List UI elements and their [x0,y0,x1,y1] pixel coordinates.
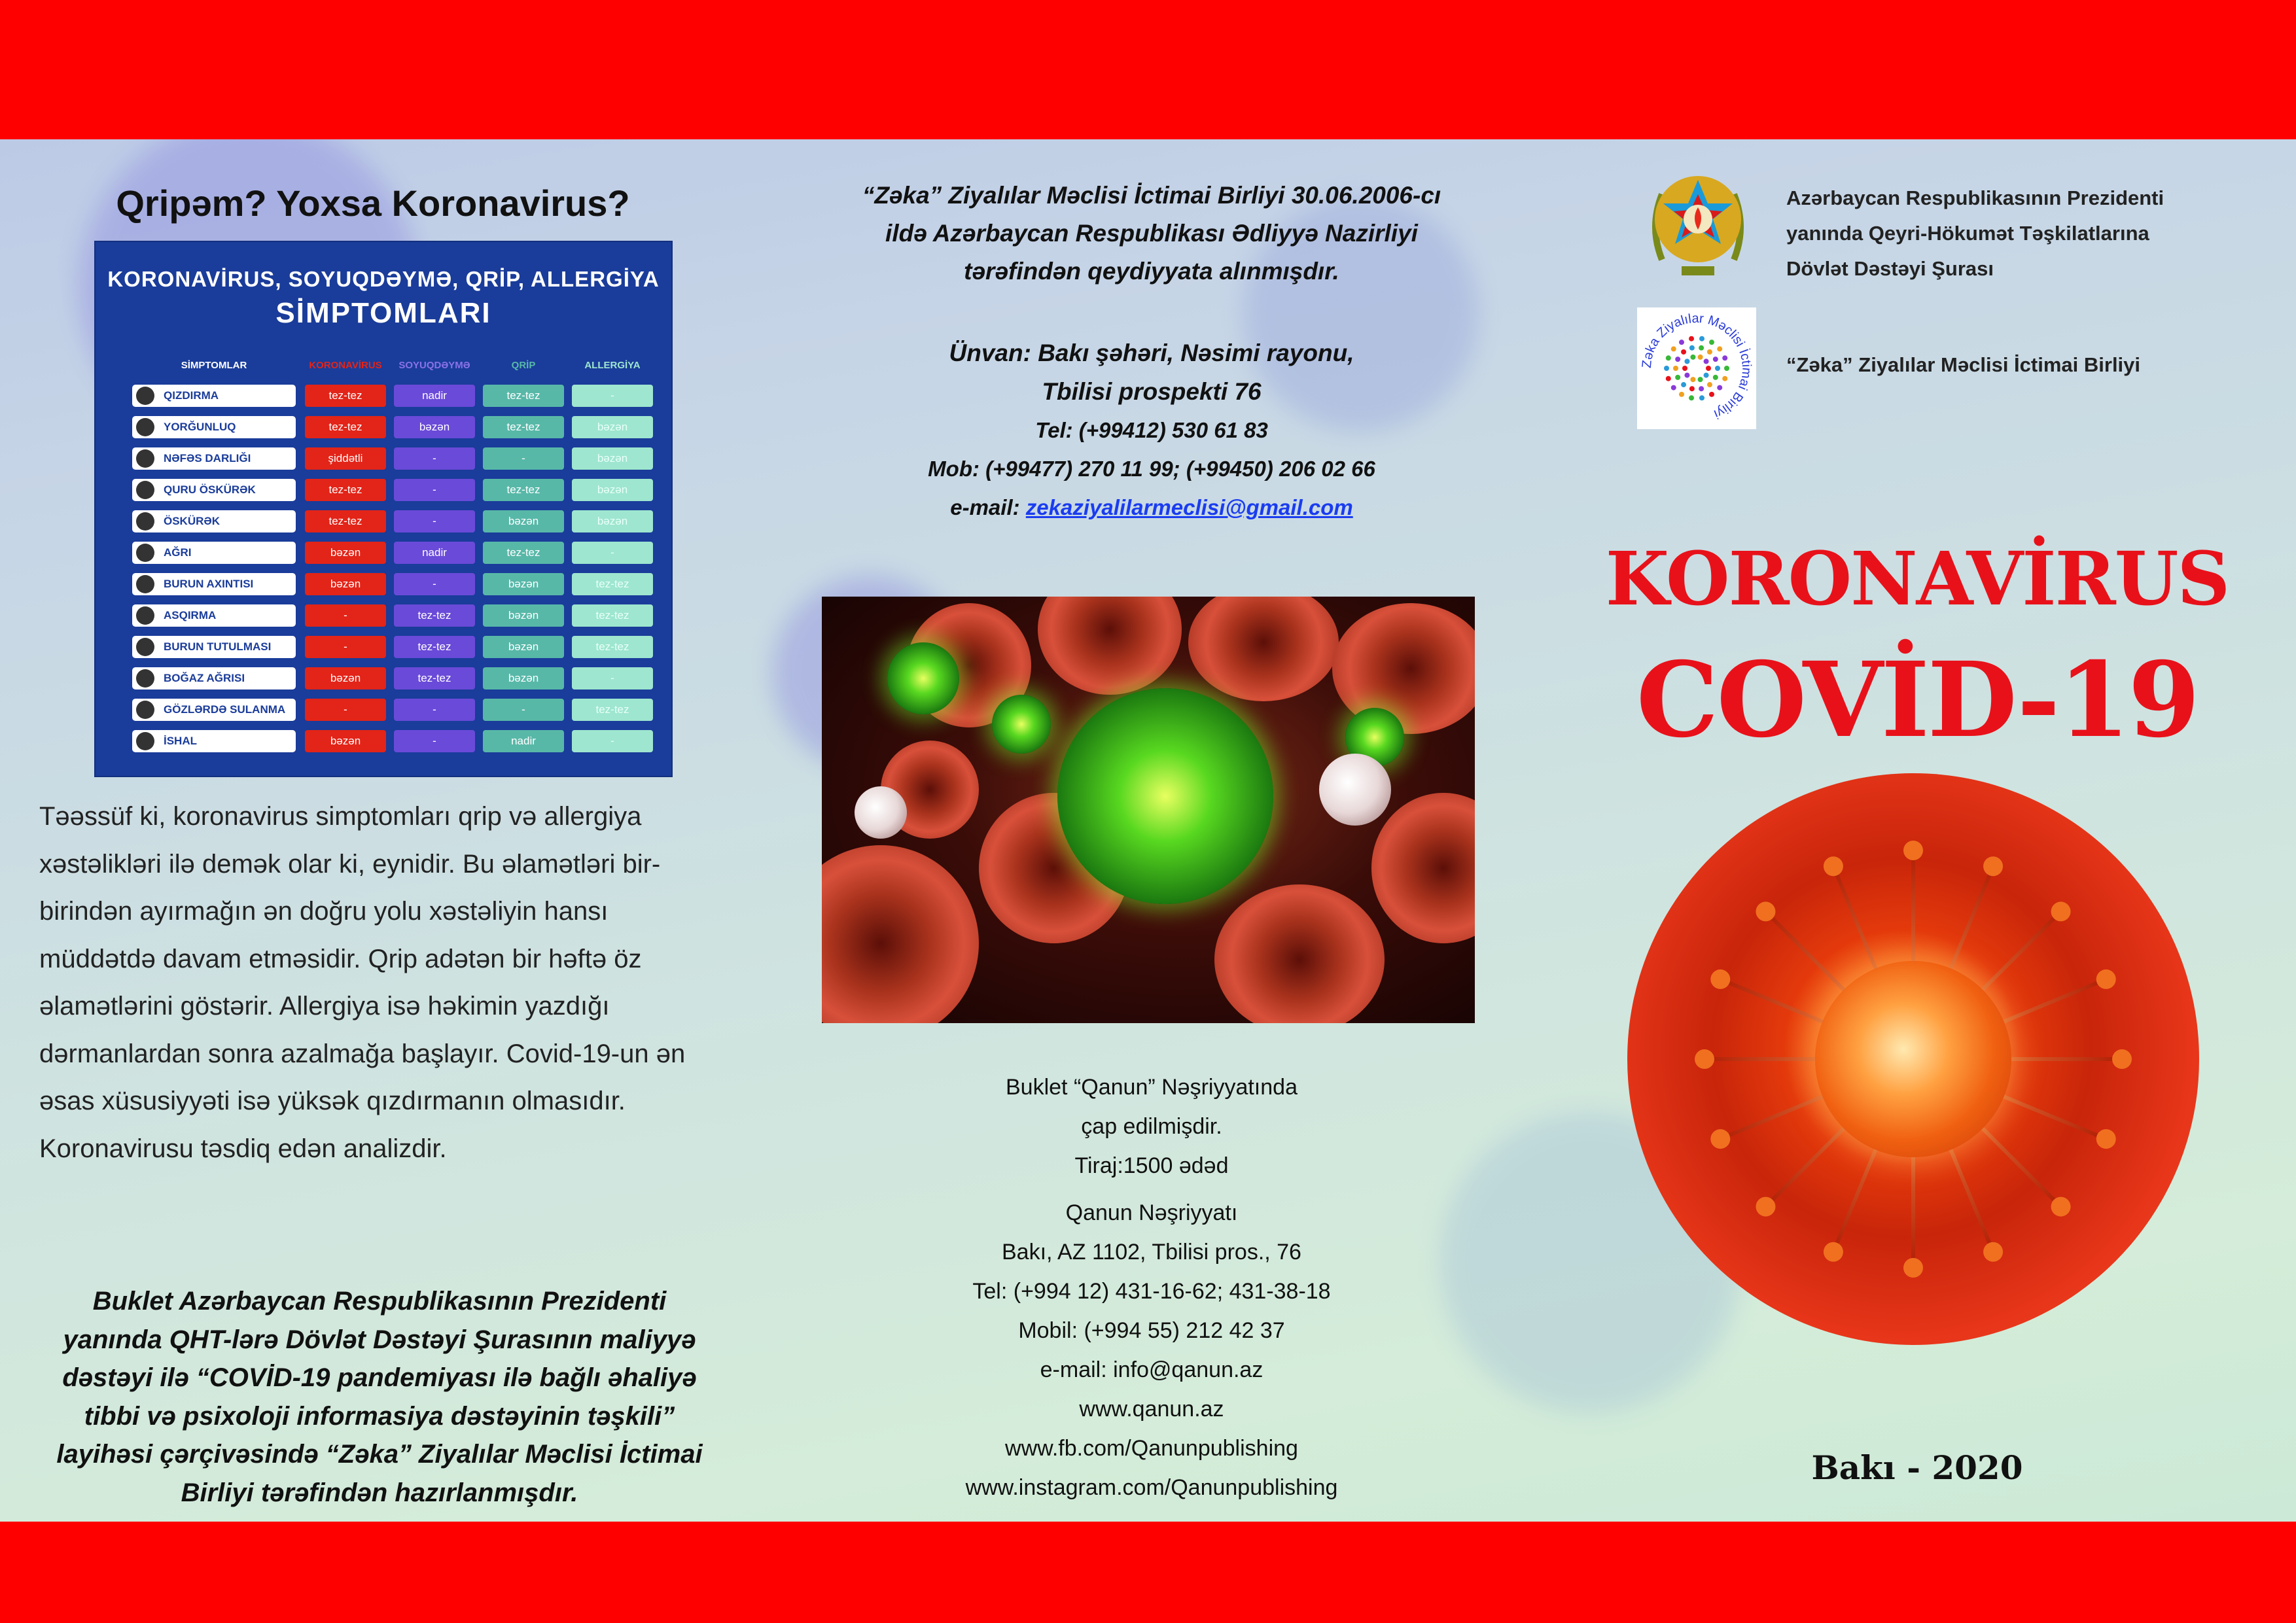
column-header-allergy: ALLERGİYA [584,360,641,371]
logo-dot [1689,336,1694,341]
logo-dot [1666,376,1671,381]
email-label: e-mail: [950,495,1026,519]
symptom-name: BURUN TUTULMASI [164,640,272,653]
funding-line: dəstəyi ilə “COVİD-19 pandemiyası ilə bağlı əhaliyə [62,1363,697,1392]
person-icon [136,638,154,656]
column-header-flu: QRİP [511,360,536,371]
symptom-frequency-cell: tez-tez [483,385,564,407]
symptom-label [132,604,296,627]
symptom-frequency-cell: nadir [483,730,564,752]
logo-dot [1690,377,1695,382]
publisher-line: Bakı, AZ 1102, Tbilisi pros., 76 [1002,1240,1301,1265]
symptom-frequency-cell: - [572,385,653,407]
logo-dot [1681,349,1686,355]
symptom-name: QIZDIRMA [164,389,219,402]
white-blood-cell [855,786,907,839]
body-line: Koronavirusu təsdiq edən analizdir. [39,1134,447,1163]
symptom-frequency-cell: - [394,730,475,752]
symptom-frequency-cell: tez-tez [305,385,386,407]
symptom-frequency-cell: tez-tez [305,479,386,501]
logo-dot [1717,385,1722,391]
symptom-frequency-cell: şiddətli [305,447,386,470]
city-year: Bakı - 2020 [1811,1448,2023,1487]
logo-dot [1722,376,1727,381]
symptom-row [132,636,643,658]
logo-dot [1709,392,1714,397]
symptom-row [132,542,643,564]
symptoms-card-subtitle: SİMPTOMLARI [275,297,491,329]
logo-dot [1675,357,1680,362]
government-council-name [1786,181,2164,287]
funding-line: yanında QHT-lərə Dövlət Dəstəyi Şurasının maliyyə [63,1325,696,1354]
person-icon [136,418,154,436]
symptom-frequency-cell: - [394,699,475,721]
phone-line: Tel: (+99412) 530 61 83 [1035,418,1268,442]
logo-dot [1713,357,1718,362]
symptom-frequency-cell: - [572,667,653,689]
symptom-frequency-cell: - [305,636,386,658]
symptom-frequency-cell: bəzən [572,416,653,438]
logo-dot [1679,392,1684,397]
person-icon [136,481,154,499]
symptom-frequency-cell: - [483,447,564,470]
contact-block [785,334,1518,527]
red-blood-cell [1038,597,1182,695]
symptom-frequency-cell: bəzən [483,636,564,658]
symptom-row [132,447,643,470]
red-blood-cell [1371,793,1475,943]
red-blood-cell [1332,603,1475,734]
person-icon [136,387,154,405]
coronavirus-illustration [1627,773,2199,1345]
left-body-text [39,793,726,1172]
logo-dot [1715,366,1720,371]
symptom-frequency-cell: bəzən [483,604,564,627]
symptom-frequency-cell: tez-tez [572,636,653,658]
logo-dot [1671,385,1676,391]
symptom-frequency-cell: bəzən [483,510,564,532]
bottom-red-band [0,1522,2296,1623]
publisher-line: Mobil: (+994 55) 212 42 37 [1018,1318,1285,1343]
logo-dot [1707,349,1712,355]
print-line: çap edilmişdir. [1081,1114,1222,1139]
logo-dot [1664,366,1669,371]
logo-dot [1699,336,1704,341]
main-title: KORONAVİRUS [1605,536,2229,622]
main-subtitle: COVİD-19 [1636,640,2199,761]
body-line: xəstəlikləri ilə demək olar ki, eynidir. Bu əlamətləri bir- [39,849,661,879]
logo-dot [1699,386,1704,391]
symptom-frequency-cell: tez-tez [483,416,564,438]
symptom-frequency-cell: tez-tez [483,479,564,501]
symptom-frequency-cell: tez-tez [394,636,475,658]
publisher-line: Qanun Nəşriyyatı [1065,1200,1238,1225]
symptom-name: QURU ÖSKÜRƏK [164,483,256,496]
funding-line: Buklet Azərbaycan Respublikasının Prezidenti [92,1287,667,1316]
symptom-name: NƏFƏS DARLIĞI [164,452,251,464]
symptom-row [132,667,643,689]
white-blood-cell [1319,754,1391,826]
symptom-row [132,479,643,501]
person-icon [136,544,154,562]
green-virus-particle [1057,688,1273,904]
body-line: birindən ayırmağın ən doğru yolu xəstəliyin hansı [39,897,609,926]
top-red-band [0,0,2296,139]
symptom-label [132,416,296,438]
body-line: müddətdə davam etməsidir. Qrip adətən bir həftə öz [39,944,642,973]
email-link[interactable]: zekaziyalilarmeclisi@gmail.com [1025,495,1353,519]
publisher-line: e-mail: info@qanun.az [1040,1357,1263,1382]
logo-dot [1707,382,1712,387]
registration-line: tərəfindən qeydiyyata alınmışdır. [964,258,1339,285]
logo-dot [1699,345,1704,351]
symptom-label [132,573,296,595]
zeka-logo-icon [1637,307,1756,429]
logo-dot [1698,377,1703,382]
symptom-label [132,510,296,532]
symptom-label [132,385,296,407]
council-line: Dövlət Dəstəyi Şurası [1786,257,1994,280]
logo-dot [1698,355,1703,360]
symptom-label [132,447,296,470]
symptom-frequency-cell: bəzən [394,416,475,438]
symptom-name: ASQIRMA [164,609,217,621]
logo-dot [1675,375,1680,380]
red-blood-cell [822,845,979,1023]
logo-dot [1684,373,1689,378]
symptom-frequency-cell: bəzən [483,573,564,595]
registration-note [785,177,1518,290]
logo-dot [1704,358,1709,364]
symptom-row [132,730,643,752]
state-emblem-icon [1642,162,1754,286]
symptom-frequency-cell: - [394,510,475,532]
symptom-frequency-cell: - [572,730,653,752]
symptom-row [132,699,643,721]
symptom-frequency-cell: nadir [394,542,475,564]
symptom-frequency-cell: tez-tez [305,510,386,532]
funding-note [26,1282,733,1512]
symptom-frequency-cell: - [394,447,475,470]
symptom-frequency-cell: bəzən [483,667,564,689]
person-icon [136,449,154,468]
symptom-frequency-cell: bəzən [572,447,653,470]
symptom-frequency-cell: tez-tez [483,542,564,564]
body-line: əsas xüsusiyyəti isə yüksək qızdırmanın olmasıdır. [39,1087,626,1115]
zeka-logo [1637,307,1756,429]
funding-line: Birliyi tərəfindən hazırlanmışdır. [181,1478,578,1507]
person-icon [136,512,154,531]
publisher-info [785,1068,1518,1507]
symptom-frequency-cell: - [394,479,475,501]
symptom-frequency-cell: tez-tez [572,604,653,627]
registration-line: “Zəka” Ziyalılar Məclisi İctimai Birliyi 30.06.2006-cı [862,182,1441,209]
funding-line: tibbi və psixoloji informasiya dəstəyinin təşkili” [84,1401,675,1431]
logo-dot [1722,355,1727,360]
symptom-row [132,385,643,407]
council-line: yanında Qeyri-Hökumət Təşkilatlarına [1786,222,2149,245]
symptom-frequency-cell: - [305,699,386,721]
logo-dot [1671,346,1676,351]
column-header-cold: SOYUQDƏYMƏ [398,360,470,371]
logo-dot [1689,395,1694,400]
symptom-label [132,667,296,689]
symptom-label [132,479,296,501]
symptom-frequency-cell: tez-tez [572,573,653,595]
symptom-row [132,573,643,595]
logo-dot [1684,358,1689,364]
symptom-frequency-cell: tez-tez [572,699,653,721]
symptom-label [132,636,296,658]
email-line [785,488,1518,527]
red-blood-cell [1214,884,1385,1023]
red-blood-cell [1188,597,1339,701]
symptom-name: GÖZLƏRDƏ SULANMA [164,703,286,716]
logo-dot [1682,366,1687,371]
symptom-name: BURUN AXINTISI [164,578,254,590]
address-line: Tbilisi prospekti 76 [1042,378,1262,405]
print-line: Buklet “Qanun” Nəşriyyatında [1006,1075,1298,1100]
symptom-frequency-cell: bəzən [572,479,653,501]
logo-dot [1689,386,1695,391]
column-header-coronavirus: KORONAVİRUS [309,360,382,371]
symptom-name: ÖSKÜRƏK [164,515,221,527]
zeka-logo-text: Zəka Ziyalılar Məclisi İctimai Birliyi [1639,311,1754,422]
virus-blood-cells-photo [822,597,1475,1023]
symptom-name: YORĞUNLUQ [164,421,236,433]
logo-dot [1689,345,1695,351]
symptom-frequency-cell: tez-tez [394,604,475,627]
logo-dot [1673,366,1678,371]
green-virus-particle [887,642,959,714]
person-icon [136,575,154,593]
publisher-line: www.instagram.com/Qanunpublishing [965,1475,1338,1500]
person-icon [136,732,154,750]
logo-dot [1724,366,1729,371]
symptom-row [132,416,643,438]
zeka-organization-name: “Zəka” Ziyalılar Məclisi İctimai Birliyi [1786,353,2141,376]
symptom-label [132,699,296,721]
logo-dot [1681,382,1686,387]
body-line: əlamətlərini göstərir. Allergiya isə həkimin yazdığı [39,992,610,1021]
logo-dot [1666,355,1671,360]
logo-dot [1713,375,1718,380]
symptom-frequency-cell: - [394,573,475,595]
person-icon [136,701,154,719]
green-virus-particle [992,695,1051,754]
publisher-line: www.fb.com/Qanunpublishing [1005,1436,1298,1461]
funding-line: layihəsi çərçivəsində “Zəka” Ziyalılar Məclisi İctimai [56,1440,703,1469]
symptom-frequency-cell: bəzən [305,667,386,689]
council-line: Azərbaycan Respublikasının Prezidenti [1786,186,2164,209]
symptom-frequency-cell: tez-tez [305,416,386,438]
symptom-frequency-cell: bəzən [305,730,386,752]
symptom-frequency-cell: tez-tez [394,667,475,689]
symptom-frequency-cell: bəzən [305,573,386,595]
symptom-row [132,604,643,627]
virus-core [1815,961,2011,1157]
symptom-frequency-cell: bəzən [305,542,386,564]
registration-line: ildə Azərbaycan Respublikası Ədliyyə Nazirliyi [885,220,1418,247]
logo-dot [1699,395,1704,400]
publisher-line: Tel: (+994 12) 431-16-62; 431-38-18 [972,1279,1331,1304]
logo-dot [1690,355,1695,360]
symptom-label [132,542,296,564]
address-line: Ünvan: Bakı şəhəri, Nəsimi rayonu, [949,340,1354,366]
column-header-symptoms: SİMPTOMLAR [181,360,247,371]
left-panel-title: Qripəm? Yoxsa Koronavirus? [116,183,630,224]
symptom-name: BOĞAZ AĞRISI [164,672,245,684]
logo-dot [1717,346,1722,351]
logo-dot [1679,340,1684,345]
logo-dot [1709,340,1714,345]
symptom-name: AĞRI [164,546,192,559]
symptom-frequency-cell: - [483,699,564,721]
body-line: Təəssüf ki, koronavirus simptomları qrip və allergiya [39,802,642,831]
logo-dot [1706,366,1711,371]
logo-dot [1704,373,1709,378]
body-line: dərmanlardan sonra azalmağa başlayır. Covid-19-un ən [39,1039,686,1068]
symptom-frequency-cell: nadir [394,385,475,407]
symptoms-card-title: KORONAVİRUS, SOYUQDƏYMƏ, QRİP, ALLERGİYA [107,267,660,291]
mobile-line: Mob: (+99477) 270 11 99; (+99450) 206 02 66 [928,457,1375,481]
symptom-frequency-cell: - [572,542,653,564]
symptoms-table-card [94,241,673,777]
symptom-name: İSHAL [164,735,197,747]
publisher-line: www.qanun.az [1079,1397,1224,1422]
symptom-row [132,510,643,532]
symptom-frequency-cell: - [305,604,386,627]
symptom-label [132,730,296,752]
person-icon [136,669,154,688]
person-icon [136,606,154,625]
print-line: Tiraj:1500 ədəd [1074,1153,1229,1178]
symptom-frequency-cell: bəzən [572,510,653,532]
